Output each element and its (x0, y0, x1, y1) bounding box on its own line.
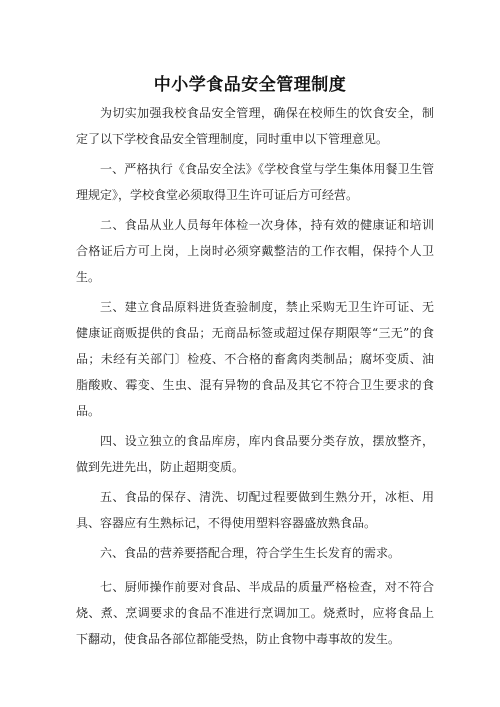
rule-paragraph-4: 四、设立独立的食品库房，库内食品要分类存放，摆放整齐，做到先进先出，防止超期变质。 (76, 434, 434, 474)
rule-paragraph-6: 六、食品的营养要搭配合理，符合学生生长发育的需求。 (100, 546, 401, 560)
document-title: 中小学食品安全管理制度 (153, 75, 347, 95)
rule-paragraph-3: 三、建立食品原料进货查验制度，禁止采购无卫生许可证、无健康证商贩提供的食品；无商品标签或超过保存期限等“三无”的食品；未经有关部门〕检疫、不合格的畜禽肉类制品；腐坏变质、油脂酸败、霉变、生虫、混有异物的食品及其它不符合卫生要求的食品。 (76, 300, 434, 418)
rule-paragraph-1: 一、严格执行《食品安全法》《学校食堂与学生集体用餐卫生管理规定》，学校食堂必须取得卫生许可证后方可经营。 (76, 162, 434, 202)
rule-paragraph-5: 五、食品的保存、清洗、切配过程要做到生熟分开，冰柜、用具、容器应有生熟标记，不得使用塑料容器盛放熟食品。 (76, 490, 434, 530)
rule-paragraph-2: 二、食品从业人员每年体检一次身体，持有效的健康证和培训合格证后方可上岗，上岗时必须穿戴整洁的工作衣帽，保持个人卫生。 (76, 218, 434, 284)
intro-paragraph: 为切实加强我校食品安全管理，确保在校师生的饮食安全，制定了以下学校食品安全管理制度，同时重申以下管理意见。 (76, 106, 434, 146)
document-body (76, 100, 434, 656)
rule-paragraph-7: 七、厨师操作前要对食品、半成品的质量严格检查，对不符合烧、煮、烹调要求的食品不准进行烹调加工。烧煮时，应将食品上下翻动，使食品各部位都能受热，防止食物中毒事故的发生。 (76, 580, 434, 646)
